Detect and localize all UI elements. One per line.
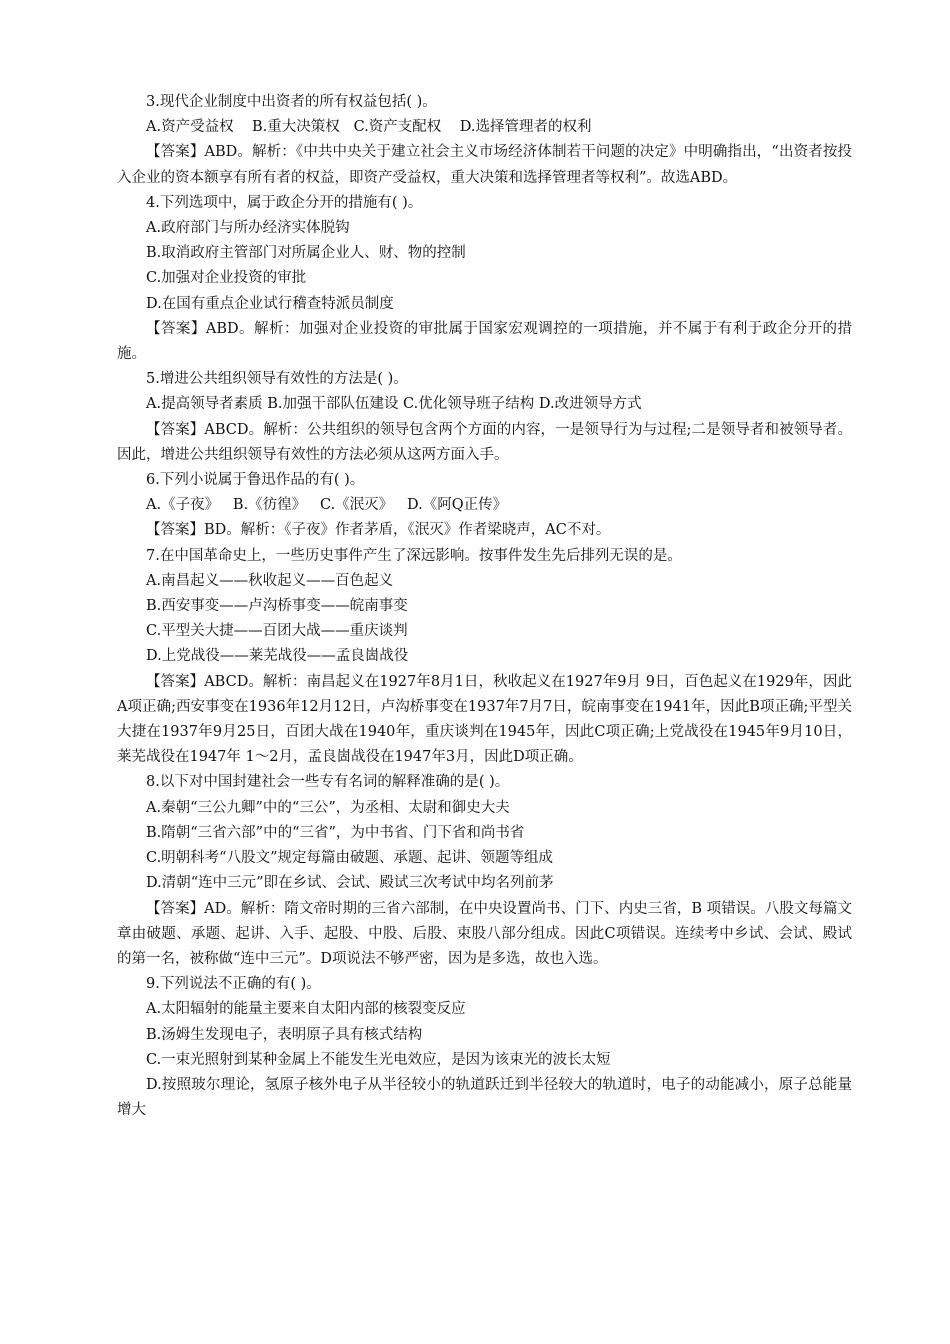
question-3: 3.现代企业制度中出资者的所有权益包括( )。 (146, 94, 437, 110)
option-9c: C.一束光照射到某种金属上不能发生光电效应，是因为该束光的波长太短 (146, 1051, 611, 1068)
answer-5: 【答案】ABCD。解析：公共组织的领导包含两个方面的内容，一是领导行为与过程;二是领导者和被领导者。因此，增进公共组织领导有效性的方法必须从这两方面入手。 (117, 421, 852, 463)
option-7c: C.平型关大捷——百团大战——重庆谈判 (146, 623, 408, 640)
question-3-options: A.资产受益权 B.重大决策权 C.资产支配权 D.选择管理者的权利 (146, 119, 592, 136)
option-4a: A.政府部门与所办经济实体脱钩 (146, 220, 350, 237)
answer-7: 【答案】ABCD。解析：南昌起义在1927年8月1日，秋收起义在1927年9月 9日，百色起义在1929年，因此A项正确;西安事变在1936年12月12日，卢沟桥事变在1937年7月7日，皖南事变在1941年，因此B项正确;平型关大捷在1937年9月25日，百团大战在1940年，重庆谈判在1945年，因此C项正确;上党战役在1945年9月10日，莱芜战役在1947年 1～2月，孟良崮战役在1947年3月，因此D项正确。 (117, 673, 852, 766)
option-8c: C.明朝科考“八股文”规定每篇由破题、承题、起讲、领题等组成 (146, 850, 554, 867)
question-9: 9.下列说法不正确的有( )。 (146, 976, 321, 993)
option-7a: A.南昌起义——秋收起义——百色起义 (146, 572, 394, 589)
option-8a: A.秦朝“三公九卿”中的“三公”，为丞相、太尉和御史大夫 (146, 799, 510, 816)
option-8d: D.清朝“连中三元”即在乡试、会试、殿试三次考试中均名列前茅 (146, 875, 554, 892)
question-7: 7.在中国革命史上，一些历史事件产生了深远影响。按事件发生先后排列无误的是。 (146, 547, 682, 564)
option-4d: D.在国有重点企业试行稽查特派员制度 (146, 295, 394, 312)
option-4c: C.加强对企业投资的审批 (146, 270, 307, 287)
answer-8: 【答案】AD。解析：隋文帝时期的三省六部制，在中央设置尚书、门下、内史三省，B 项错误。八股文每篇文章由破题、承题、起讲、入手、起股、中股、后股、束股八部分组成。因此C项错误。连续考中乡试、会试、殿试的第一名，被称做“连中三元”。D项说法不够严密，因为是多选，故也入选。 (117, 900, 852, 967)
question-5: 5.增进公共组织领导有效性的方法是( )。 (146, 371, 408, 388)
option-7d: D.上党战役——莱芜战役——孟良崮战役 (146, 648, 409, 665)
option-8b: B.隋朝“三省六部”中的“三省”，为中书省、门下省和尚书省 (146, 824, 525, 841)
document-page (117, 90, 852, 1123)
option-9a: A.太阳辐射的能量主要来自太阳内部的核裂变反应 (146, 1001, 466, 1018)
question-6: 6.下列小说属于鲁迅作品的有( )。 (146, 472, 365, 489)
option-9d: D.按照玻尔理论，氢原子核外电子从半径较小的轨道跃迁到半径较大的轨道时，电子的动能减小，原子总能量增大 (117, 1076, 852, 1119)
answer-3: 【答案】ABD。解析：《中共中央关于建立社会主义市场经济体制若干问题的决定》中明确指出，“出资者按投入企业的资本额享有所有者的权益，即资产受益权，重大决策和选择管理者等权利”。故选ABD。 (117, 144, 852, 186)
question-5-options: A.提高领导者素质 B.加强干部队伍建设 C.优化领导班子结构 D.改进领导方式 (146, 396, 642, 413)
answer-6: 【答案】BD。解析：《子夜》作者茅盾，《泯灭》作者梁晓声，AC不对。 (146, 522, 611, 539)
question-8: 8.以下对中国封建社会一些专有名词的解释准确的是( )。 (146, 774, 510, 791)
question-4: 4.下列选项中，属于政企分开的措施有( )。 (146, 194, 423, 211)
option-7b: B.西安事变——卢沟桥事变——皖南事变 (146, 598, 408, 615)
question-6-options: A.《子夜》 B.《彷徨》 C.《泯灭》 D.《阿Q正传》 (146, 497, 508, 514)
option-9b: B.汤姆生发现电子，表明原子具有核式结构 (146, 1026, 423, 1043)
answer-4: 【答案】ABD。解析：加强对企业投资的审批属于国家宏观调控的一项措施，并不属于有利于政企分开的措施。 (117, 320, 852, 363)
option-4b: B.取消政府主管部门对所属企业人、财、物的控制 (146, 245, 466, 262)
